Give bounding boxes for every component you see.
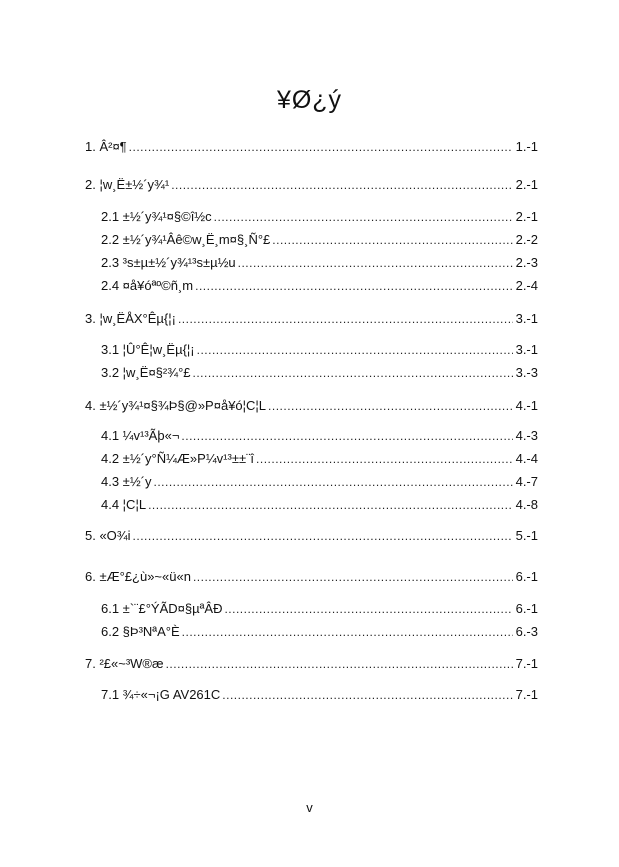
toc-entry[interactable] — [85, 569, 538, 585]
toc-entry-page: 3.-3 — [515, 365, 538, 380]
toc-entry[interactable] — [101, 451, 538, 467]
toc-entry-page: 4.-4 — [515, 451, 538, 466]
toc-entry-page: 6.-3 — [515, 624, 538, 639]
toc-entry-page: 2.-4 — [515, 278, 538, 293]
leader-dots — [197, 342, 513, 358]
toc-entry-page: 2.-1 — [515, 177, 538, 192]
leader-dots — [178, 311, 513, 327]
leader-dots — [193, 365, 513, 381]
toc-entry[interactable] — [85, 528, 538, 544]
leader-dots — [154, 474, 513, 490]
toc-entry-page: 2.-3 — [515, 255, 538, 270]
leader-dots — [256, 451, 513, 467]
toc-entry[interactable] — [85, 311, 538, 327]
toc-entry[interactable] — [85, 656, 538, 672]
leader-dots — [133, 528, 513, 544]
toc-entry-page: 6.-1 — [515, 569, 538, 584]
toc-entry[interactable] — [85, 139, 538, 155]
toc-entry-page: 3.-1 — [515, 342, 538, 357]
leader-dots — [181, 428, 512, 444]
leader-dots — [268, 398, 513, 414]
toc-entry[interactable] — [101, 342, 538, 358]
toc-entry-label: 4.1 ¼v¹³Ãþ«¬ — [101, 428, 180, 443]
toc-entry-label: 2. ¦w¸Ë±½´y¾¹ — [85, 177, 170, 192]
toc-entry-page: 4.-3 — [515, 428, 538, 443]
toc-entry-label: 6.2 §Þ³NªA°È — [101, 624, 180, 639]
leader-dots — [193, 569, 513, 585]
toc-entry-page: 7.-1 — [515, 656, 538, 671]
toc-entry[interactable] — [101, 601, 538, 617]
toc-entry-label: 6. ±Æ°£¿ù»~«ü«n — [85, 569, 191, 584]
page-number-footer: v — [306, 800, 313, 815]
toc-entry[interactable] — [101, 278, 538, 294]
leader-dots — [171, 177, 512, 193]
leader-dots — [224, 601, 512, 617]
toc-entry[interactable] — [101, 209, 538, 225]
toc-entry-label: 1. Â²¤¶ — [85, 139, 127, 154]
toc-entry-page: 1.-1 — [515, 139, 538, 154]
toc-entry-label: 7. ²£«~³W®æ — [85, 656, 164, 671]
toc-entry[interactable] — [101, 474, 538, 490]
toc-entry-label: 6.1 ±`¨£°ÝÃD¤§µªÂÐ — [101, 601, 223, 616]
page-title: ¥Ø¿ý — [276, 86, 343, 114]
toc-entry-label: 4. ±½´y¾¹¤§¾Þ§@»P¤å¥ó¦C¦L — [85, 398, 267, 413]
toc-entry[interactable] — [101, 624, 538, 640]
toc-entry-page: 2.-2 — [515, 232, 538, 247]
toc-entry[interactable] — [101, 497, 538, 513]
toc-entry-label: 2.4 ¤å¥óªº©ñ¸m — [101, 278, 194, 293]
toc-entry-page: 7.-1 — [515, 687, 538, 702]
toc-entry[interactable] — [85, 398, 538, 414]
leader-dots — [195, 278, 512, 294]
toc-entry[interactable] — [101, 428, 538, 444]
leader-dots — [166, 656, 513, 672]
toc-entry-page: 4.-1 — [515, 398, 538, 413]
toc-entry-label: 2.1 ±½´y¾¹¤§©î½c — [101, 209, 212, 224]
leader-dots — [222, 687, 512, 703]
toc-entry-label: 4.3 ±½´y — [101, 474, 152, 489]
toc-entry[interactable] — [101, 687, 538, 703]
toc-entry-label: 4.2 ±½´y°Ñ¼Æ»P¼v¹³±±¨î — [101, 451, 255, 466]
leader-dots — [272, 232, 512, 248]
leader-dots — [148, 497, 513, 513]
toc-entry[interactable] — [101, 232, 538, 248]
leader-dots — [129, 139, 513, 155]
toc-entry-page: 6.-1 — [515, 601, 538, 616]
leader-dots — [182, 624, 513, 640]
toc-entry-page: 3.-1 — [515, 311, 538, 326]
toc-entry-page: 4.-7 — [515, 474, 538, 489]
toc-entry-page: 5.-1 — [515, 528, 538, 543]
toc-entry-label: 3. ¦w¸ËÅX°Êµ{¦¡ — [85, 311, 176, 326]
toc-entry-page: 2.-1 — [515, 209, 538, 224]
toc-entry-label: 2.3 ³s±µ±½´y¾¹³s±µ½u — [101, 255, 236, 270]
leader-dots — [214, 209, 513, 225]
toc-entry-label: 5. «O¾i — [85, 528, 131, 543]
toc-entry-page: 4.-8 — [515, 497, 538, 512]
toc-entry[interactable] — [101, 365, 538, 381]
toc-entry-label: 3.2 ¦w¸Ë¤§²¾°£ — [101, 365, 191, 380]
toc-entry-label: 3.1 ¦Û°Ê¦w¸Ëµ{¦¡ — [101, 342, 195, 357]
toc-entry[interactable] — [101, 255, 538, 271]
toc-entry-label: 4.4 ¦C¦L — [101, 497, 147, 512]
toc-entry-label: 2.2 ±½´y¾¹Âê©w¸Ë¸m¤§¸Ñ°£ — [101, 232, 271, 247]
toc-entry[interactable] — [85, 177, 538, 193]
toc-entry-label: 7.1 ¾÷«¬¡G AV261C — [101, 687, 221, 702]
leader-dots — [238, 255, 513, 271]
